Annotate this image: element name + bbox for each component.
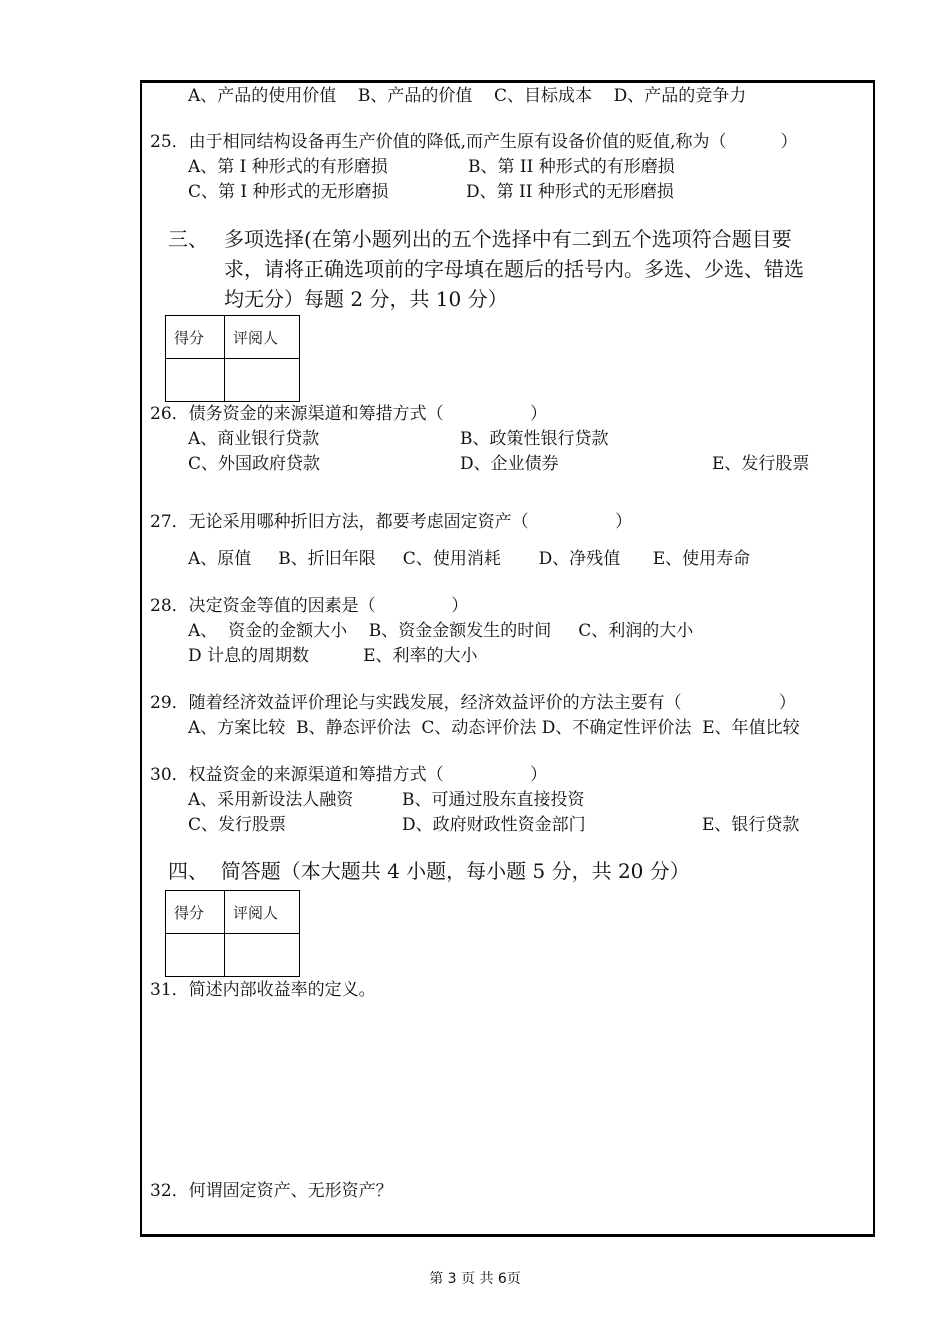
q27-stem: 27．无论采用哪种折旧方法，都要考虑固定资产（ ） [150,512,633,532]
q25-option-a: A、第 I 种形式的有形磨损 [188,157,388,177]
reviewer-cell[interactable] [225,934,300,977]
q25-option-d: D、第 II 种形式的无形磨损 [466,182,674,202]
score-table-section3 [165,315,300,402]
section3-title-line2: 求，请将正确选项前的字母填在题后的括号内。多选、少选、错选 [224,257,804,281]
section3-number: 三、 [168,227,208,251]
score-cell[interactable] [166,934,225,977]
q26-option-a: A、商业银行贷款 [188,429,320,449]
q31-answer-area[interactable] [150,1005,860,1165]
q29-options: A、方案比较 B、静态评价法 C、动态评价法 D、不确定性评价法 E、年值比较 [188,718,800,738]
q27-options: A、原值 B、折旧年限 C、使用消耗 D、净残值 E、使用寿命 [188,549,751,569]
section4-title: 四、 简答题（本大题共 4 小题，每小题 5 分，共 20 分） [168,859,690,883]
q32-stem: 32．何谓固定资产、无形资产？ [150,1181,393,1201]
reviewer-label: 评阅人 [225,891,300,934]
q25-option-b: B、第 II 种形式的有形磨损 [468,157,675,177]
q25-stem: 25．由于相同结构设备再生产价值的降低,而产生原有设备价值的贬值,称为（ ） [150,132,798,152]
q28-options-line2: D 计息的周期数 E、利率的大小 [188,646,478,666]
q30-option-b: B、可通过股东直接投资 [402,790,585,810]
q30-option-d: D、政府财政性资金部门 [402,815,586,835]
section3-title-line3: 均无分）每题 2 分，共 10 分） [224,287,508,311]
q28-options-line1: A、 资金的金额大小 B、资金金额发生的时间 C、利润的大小 [188,621,694,641]
reviewer-label: 评阅人 [225,316,300,359]
q31-stem: 31．简述内部收益率的定义。 [150,980,376,1000]
q30-option-a: A、采用新设法人融资 [188,790,354,810]
reviewer-cell[interactable] [225,359,300,402]
q26-option-e: E、发行股票 [712,454,810,474]
q26-option-b: B、政策性银行贷款 [460,429,609,449]
q30-option-e: E、银行贷款 [702,815,800,835]
score-cell[interactable] [166,359,225,402]
q32-answer-area[interactable] [150,1205,860,1233]
score-label: 得分 [166,891,225,934]
q29-stem: 29．随着经济效益评价理论与实践发展，经济效益评价的方法主要有（ ） [150,693,796,713]
q30-stem: 30．权益资金的来源渠道和筹措方式（ ） [150,765,548,785]
q25-option-c: C、第 I 种形式的无形磨损 [188,182,389,202]
score-label: 得分 [166,316,225,359]
page-number: 第 3 页 共 6页 [429,1271,521,1287]
section3-title-line1: 多项选择(在第小题列出的五个选择中有二到五个选项符合题目要 [224,227,792,251]
q26-option-d: D、企业债券 [460,454,559,474]
q24-options: A、产品的使用价值 B、产品的价值 C、目标成本 D、产品的竞争力 [188,86,747,106]
q26-stem: 26．债务资金的来源渠道和筹措方式（ ） [150,404,548,424]
score-table-section4 [165,890,300,977]
q30-option-c: C、发行股票 [188,815,287,835]
q28-stem: 28．决定资金等值的因素是（ ） [150,596,469,616]
q26-option-c: C、外国政府贷款 [188,454,321,474]
